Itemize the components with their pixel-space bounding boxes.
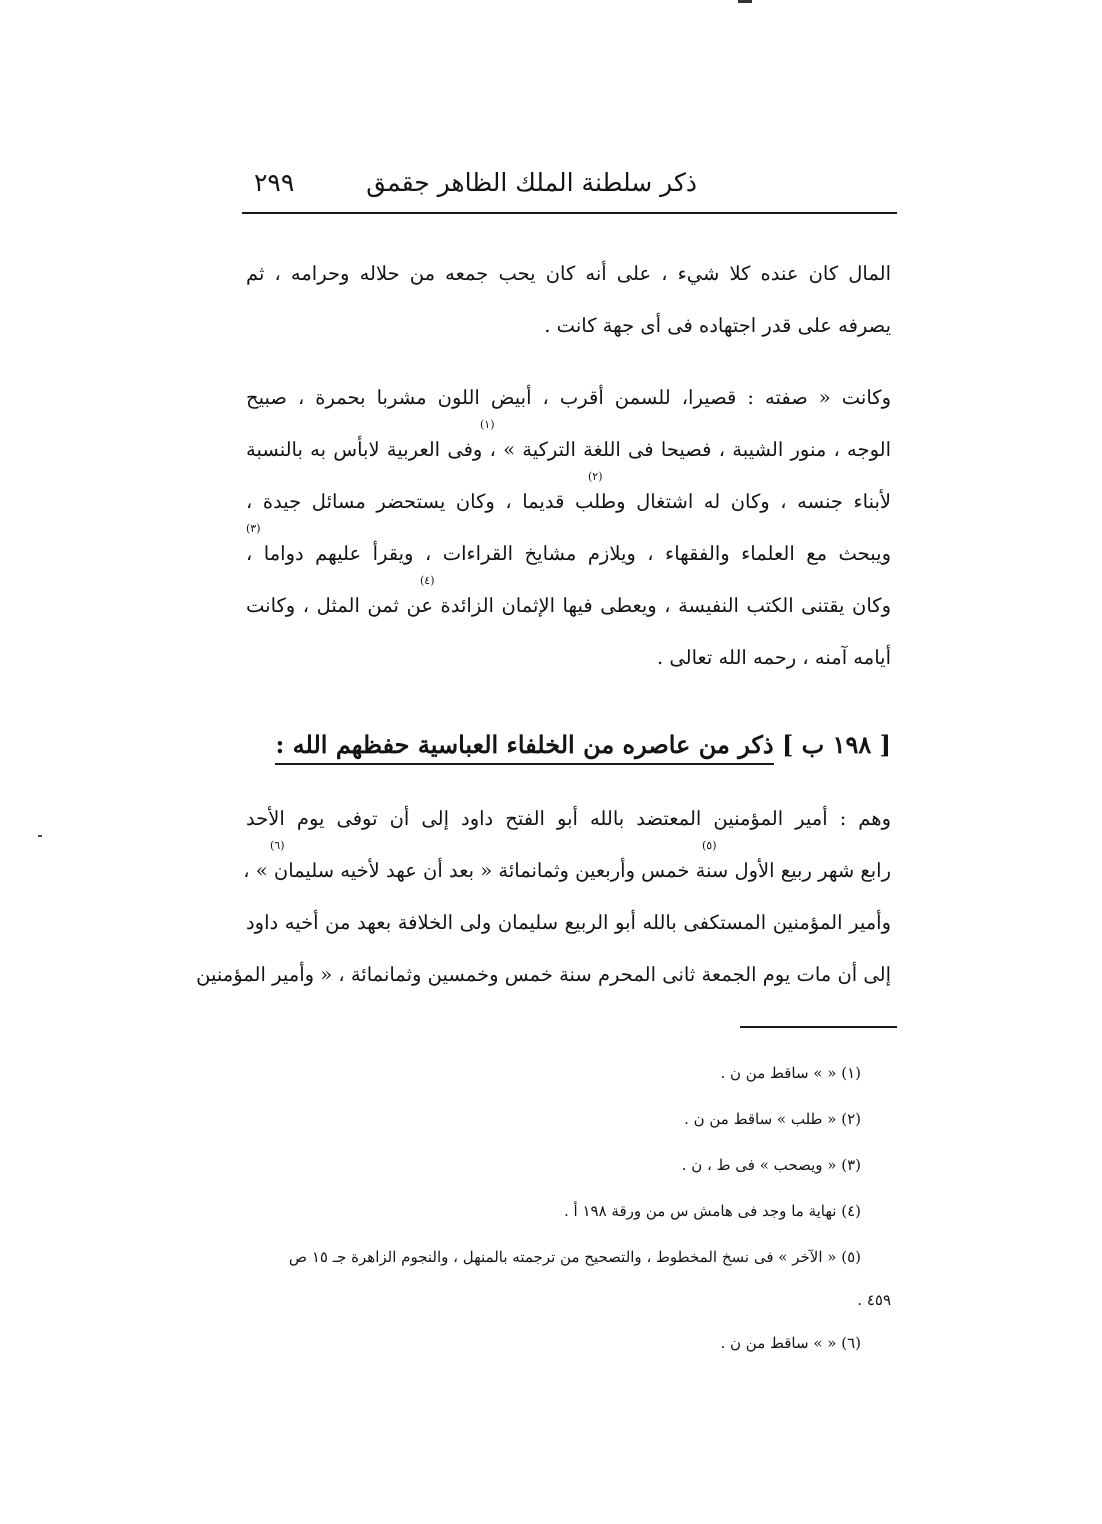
footnote-marker: (٥) bbox=[702, 839, 717, 852]
header-title: ذكر سلطنة الملك الظاهر جقمق bbox=[366, 168, 697, 197]
header-rule bbox=[242, 212, 897, 214]
footnote: (٤) نهاية ما وجد فى هامش س من ورقة ١٩٨ أ . bbox=[564, 1202, 861, 1220]
text-line: المال كان عنده كلا شيء ، على أنه كان يحب جمعه من حلاله وحرامه ، ثم bbox=[246, 262, 891, 285]
footnote: (١) « » ساقط من ن . bbox=[720, 1064, 861, 1082]
stray-ink-mark bbox=[38, 835, 42, 837]
footnote-marker: (٦) bbox=[270, 839, 285, 852]
footnote-marker: (٢) bbox=[588, 470, 603, 483]
section-title: ذكر من عاصره من الخلفاء العباسية حفظهم الله : bbox=[275, 730, 773, 765]
footnotes bbox=[246, 1050, 891, 1366]
text-line: رابع شهر ربيع الأول سنة خمس وأربعين وثمانمائة « بعد أن عهد لأخيه سليمان » ، bbox=[243, 859, 891, 882]
paragraph-3 bbox=[196, 793, 891, 1001]
footnote: (٣) « ويصحب » فى ط ، ن . bbox=[681, 1156, 861, 1174]
footnote-marker: (٣) bbox=[246, 522, 261, 535]
text-line: وأمير المؤمنين المستكفى بالله أبو الربيع سليمان ولى الخلافة بعهد من أخيه داود bbox=[246, 911, 891, 934]
footnote: (٦) « » ساقط من ن . bbox=[720, 1334, 861, 1352]
folio-marker: [ ١٩٨ ب ] bbox=[781, 730, 891, 759]
footnote: (٥) « الآخر » فى نسخ المخطوط ، والتصحيح من ترجمته بالمنهل ، والنجوم الزاهرة جـ ١٥ ص bbox=[288, 1248, 861, 1266]
footnote: (٢) « طلب » ساقط من ن . bbox=[684, 1110, 861, 1128]
text-line: وكانت « صفته : قصيرا، للسمن أقرب ، أبيض اللون مشربا بحمرة ، صبيح bbox=[246, 386, 891, 409]
footnote-continuation: ٤٥٩ . bbox=[857, 1291, 891, 1309]
text-line: وهم : أمير المؤمنين المعتضد بالله أبو الفتح داود إلى أن توفى يوم الأحد bbox=[246, 807, 891, 830]
footnote-marker: (١) bbox=[480, 418, 495, 431]
page-number: ٢٩٩ bbox=[254, 168, 295, 197]
text-line: أيامه آمنه ، رحمه الله تعالى . bbox=[656, 646, 891, 669]
text-line: يصرفه على قدر اجتهاده فى أى جهة كانت . bbox=[544, 314, 891, 337]
page-edge-mark bbox=[738, 0, 752, 3]
text-line: الوجه ، منور الشيبة ، فصيحا فى اللغة التركية » ، وفى العربية لابأس به بالنسبة bbox=[246, 438, 891, 461]
paragraph-2 bbox=[246, 372, 891, 684]
text-line: ويبحث مع العلماء والفقهاء ، ويلازم مشايخ القراءات ، ويقرأ عليهم دواما ، bbox=[246, 542, 891, 565]
section-heading bbox=[275, 730, 891, 759]
text-line: لأبناء جنسه ، وكان له اشتغال وطلب قديما ، وكان يستحضر مسائل جيدة ، bbox=[246, 490, 891, 513]
running-header bbox=[242, 168, 902, 208]
paragraph-1 bbox=[246, 248, 891, 352]
footnotes-rule bbox=[740, 1026, 897, 1028]
footnote-marker: (٤) bbox=[420, 574, 435, 587]
text-line: وكان يقتنى الكتب النفيسة ، ويعطى فيها الإثمان الزائدة عن ثمن المثل ، وكانت bbox=[246, 594, 891, 617]
text-line: إلى أن مات يوم الجمعة ثانى المحرم سنة خمس وخمسين وثمانمائة ، « وأمير المؤمنين bbox=[196, 963, 891, 986]
